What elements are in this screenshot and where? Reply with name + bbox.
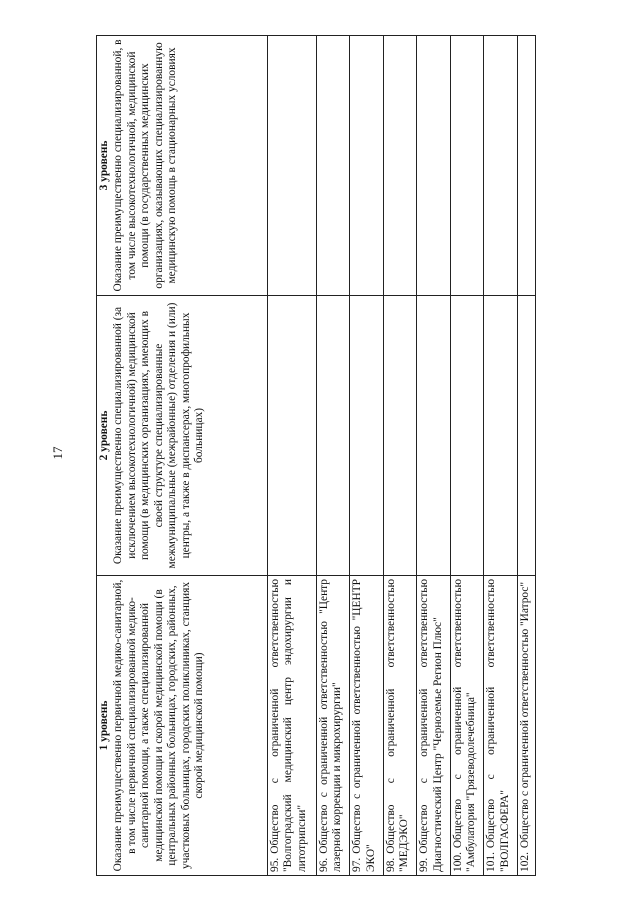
level-1-header — [97, 576, 268, 876]
organization-name: Общество с ограниченной ответственностью "Центр лазерной коррекции и микрохирургии" — [317, 579, 344, 872]
row-number: 101. — [485, 852, 498, 872]
level-3-cell — [268, 36, 317, 296]
table-row — [450, 36, 484, 876]
organization-name: Общество с ограниченной ответственностью "МЕДЭКО" — [384, 579, 411, 872]
organization-name: Общество с ограниченной ответственностью "Волгоградский медицинский центр эндохирургии и литотрипсии" — [269, 579, 308, 872]
level-2-cell — [417, 296, 451, 576]
organization-name: Общество с ограниченной ответственностью "ВОЛГАСФЕРА" — [485, 579, 511, 872]
level-2-cell — [383, 296, 417, 576]
level-2-cell — [517, 296, 535, 576]
level-2-cell — [350, 296, 384, 576]
table-row — [316, 36, 350, 876]
level-2-description: Оказание преимущественно специализированной (за исключением высокотехнологичной) медицинской помощи (в медицинских организациях, имеющих в своей структуре специализированные межмуниципальные (межрайонные) отделения и (или) центры, а также в диспансерах, многопрофильных больницах) — [112, 302, 206, 569]
level-3-cell — [350, 36, 384, 296]
level-2-header — [97, 296, 268, 576]
level-2-cell — [484, 296, 518, 576]
level-2-cell — [268, 296, 317, 576]
level-3-title: 3 уровень — [98, 140, 110, 191]
row-number: 97. — [351, 857, 364, 872]
organization-cell — [383, 576, 417, 876]
table-row — [517, 36, 535, 876]
care-levels-table — [96, 35, 536, 876]
organization-cell — [350, 576, 384, 876]
level-2-cell — [316, 296, 350, 576]
level-3-cell — [517, 36, 535, 296]
organization-name: Общество с ограниченной ответственностью "Амбулатория "Грязеводолечебница" — [451, 579, 478, 872]
table-header-row — [97, 36, 268, 876]
row-number: 100. — [451, 852, 464, 872]
organization-cell — [268, 576, 317, 876]
table-row — [417, 36, 451, 876]
organization-name: Общество с ограниченной ответственностью "Иатрос" — [518, 581, 531, 849]
row-number: 102. — [518, 852, 531, 872]
level-3-cell — [417, 36, 451, 296]
level-3-description: Оказание преимущественно специализированной, в том числе высокотехнологичной, медицинской помощи (в государственных медицинских организациях, оказывающих специализированную медицинскую помощь в стационарных условиях — [112, 39, 179, 292]
organization-cell — [450, 576, 484, 876]
table-row — [484, 36, 518, 876]
organization-cell — [517, 576, 535, 876]
level-3-cell — [316, 36, 350, 296]
organization-cell — [316, 576, 350, 876]
organization-cell — [417, 576, 451, 876]
level-2-title: 2 уровень — [98, 410, 110, 461]
level-3-cell — [450, 36, 484, 296]
row-number: 99. — [418, 857, 431, 872]
page-number: 17 — [50, 446, 65, 460]
table-row — [383, 36, 417, 876]
level-3-cell — [484, 36, 518, 296]
row-number: 96. — [317, 857, 330, 872]
row-number: 95. — [269, 857, 281, 872]
level-1-description: Оказание преимущественно первичной медико-санитарной, в том числе первичной специализированной медико-санитарной помощи, а также специализированной медицинской помощи и скорой медицинской помощи (в центральных районных больницах, городских, районных, участковых больницах, городских поликлиниках, станциях скорой медицинской помощи) — [112, 579, 206, 872]
organization-name: Общество с ограниченной ответственностью "ЦЕНТР ЭКО" — [351, 579, 377, 872]
level-3-header — [97, 36, 268, 296]
level-2-cell — [450, 296, 484, 576]
level-1-title: 1 уровень — [98, 700, 110, 751]
level-3-cell — [383, 36, 417, 296]
organization-name: Общество с ограниченной ответственностью Диагностический Центр "Черноземье Регион Плюс" — [418, 579, 444, 872]
table-row — [350, 36, 384, 876]
row-number: 98. — [384, 857, 397, 872]
table-row — [268, 36, 317, 876]
rotated-table-page — [96, 36, 536, 876]
organization-cell — [484, 576, 518, 876]
